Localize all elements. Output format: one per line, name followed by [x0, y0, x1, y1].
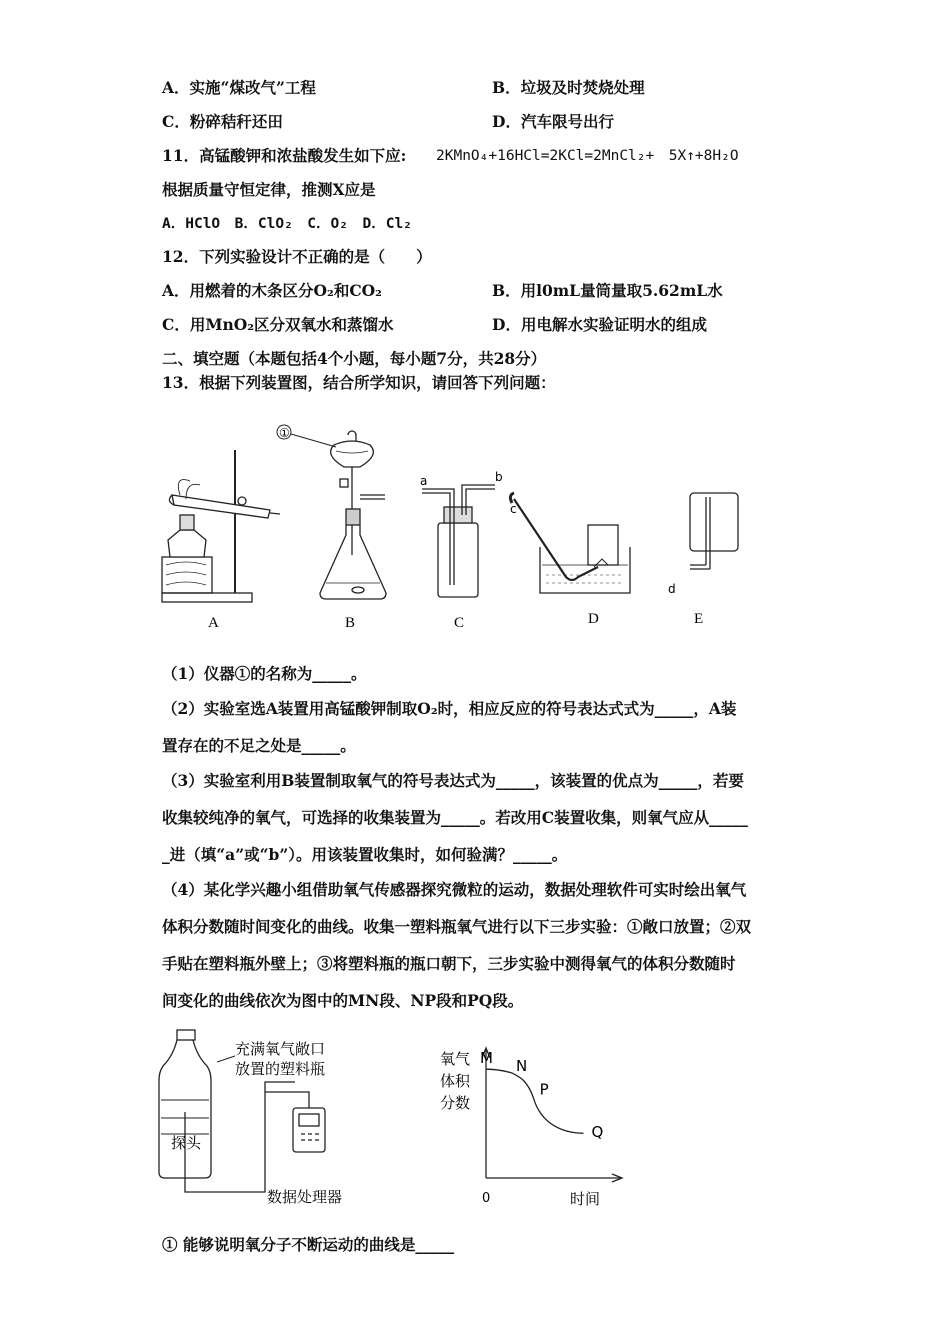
q13-part2-line1: （2）实验室选A装置用高锰酸钾制取O₂时，相应反应的符号表达式式为_____，A装	[162, 699, 737, 718]
label-a: A	[208, 615, 219, 631]
apparatus-b	[320, 431, 386, 599]
q10-option-a: A．实施“煤改气”工程	[162, 78, 316, 97]
q13-part1: （1）仪器①的名称为_____。	[162, 664, 367, 683]
q10-option-d: D．汽车限号出行	[492, 112, 614, 131]
label-d: D	[588, 611, 599, 627]
q13-part2-line2: 置存在的不足之处是_____。	[162, 736, 356, 755]
probe-label: 探头	[171, 1134, 202, 1152]
chart-point-label-m: M	[480, 1049, 493, 1068]
chart-point-label-n: N	[516, 1057, 528, 1076]
bottle-label-line1: 充满氧气敞口	[235, 1040, 326, 1058]
marker-1: ①	[279, 426, 290, 440]
q11-options: A．HClO B．ClO₂ C．O₂ D．Cl₂	[162, 216, 412, 232]
processor-label: 数据处理器	[267, 1188, 343, 1206]
q13-part4-line1: （4）某化学兴趣小组借助氧气传感器探究微粒的运动，数据处理软件可实时绘出氧气	[162, 880, 747, 899]
q13-part3-line3: _进（填“a”或“b”）。用该装置收集时，如何验满？_____。	[162, 845, 568, 864]
chart-point-label-p: P	[539, 1080, 549, 1099]
q12-option-a: A．用燃着的木条区分O₂和CO₂	[162, 281, 382, 300]
chart-origin: 0	[482, 1191, 491, 1206]
apparatus-e	[690, 493, 738, 569]
bottle-label-line2: 放置的塑料瓶	[235, 1060, 326, 1078]
q13-part4-line2: 体积分数随时间变化的曲线。收集一塑料瓶氧气进行以下三步实验：①敞口放置；②双	[162, 917, 752, 936]
apparatus-d	[510, 493, 630, 593]
q13-part4-line3: 手贴在塑料瓶外壁上；③将塑料瓶的瓶口朝下，三步实验中测得氧气的体积分数随时	[162, 954, 736, 973]
q13-part4-line4: 间变化的曲线依次为图中的MN段、NP段和PQ段。	[162, 991, 524, 1010]
oxygen-fraction-chart	[430, 1040, 640, 1210]
label-b: B	[345, 615, 356, 631]
sensor-setup-figure	[155, 1022, 385, 1212]
q12-option-c: C．用MnO₂区分双氧水和蒸馏水	[162, 315, 394, 334]
q10-option-b: B．垃圾及时焚烧处理	[492, 78, 645, 97]
q12-option-b: B．用l0mL量筒量取5.62mL水	[492, 281, 723, 300]
q11-line2: 根据质量守恒定律，推测X应是	[162, 180, 376, 199]
chart-xlabel: 时间	[570, 1190, 601, 1208]
q13-stem: 13．根据下列装置图，结合所学知识，请回答下列问题：	[162, 373, 556, 392]
port-b: b	[495, 470, 503, 484]
port-d: d	[668, 582, 676, 596]
chart-ylabel-line3: 分数	[440, 1094, 471, 1112]
apparatus-figure	[150, 415, 790, 640]
q13-part3-line2: 收集较纯净的氧气，可选择的收集装置为_____。若改用C装置收集，则氧气应从_____	[162, 808, 748, 827]
label-c: C	[454, 615, 465, 631]
q10-option-c: C．粉碎秸秆还田	[162, 112, 283, 131]
chart-ylabel-line2: 体积	[440, 1072, 471, 1090]
chart-point-label-q: Q	[591, 1123, 604, 1142]
port-c: c	[510, 502, 517, 516]
chart-axes	[482, 1048, 622, 1182]
chart-ylabel-line1: 氧气	[440, 1050, 471, 1068]
label-e: E	[694, 611, 704, 627]
q11-equation: 2KMnO₄+16HCl=2KCl=2MnCl₂+ 5X↑+8H₂O	[436, 148, 739, 164]
q12-stem: 12．下列实验设计不正确的是（ ）	[162, 247, 432, 266]
q12-option-d: D．用电解水实验证明水的组成	[492, 315, 707, 334]
chart-series-line	[486, 1069, 584, 1133]
port-a: a	[420, 474, 428, 488]
section-heading: 二、填空题（本题包括4个小题，每小题7分，共28分）	[162, 349, 547, 368]
q11-stem: 11．高锰酸钾和浓盐酸发生如下应:	[162, 146, 407, 165]
apparatus-a	[162, 450, 280, 602]
q13-part4-sub1: ① 能够说明氧分子不断运动的曲线是_____	[162, 1235, 455, 1254]
apparatus-c	[422, 485, 495, 597]
q13-part3-line1: （3）实验室利用B装置制取氧气的符号表达式为_____，该装置的优点为_____，若要	[162, 771, 744, 790]
